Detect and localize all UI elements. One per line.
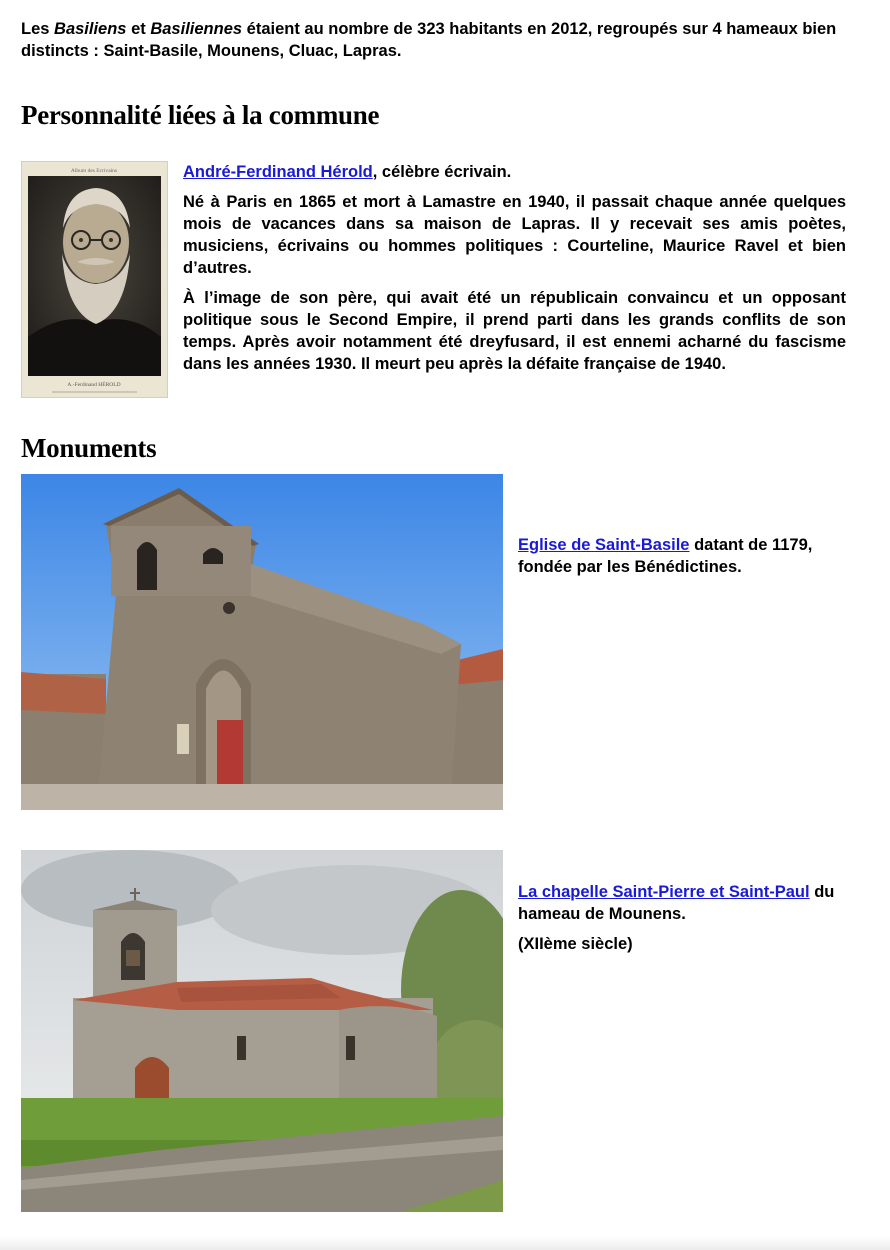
portrait-header-text: Album des Ecrivains — [70, 168, 118, 174]
personnalites-heading: Personnalité liées à la commune — [21, 100, 380, 130]
intro-italic-basiliens: Basiliens — [54, 20, 127, 38]
herold-paragraph-1: Né à Paris en 1865 et mort à Lamastre en 1940, il passait chaque année quelques mois de vacances dans sa maison de Lapras. Il y recevait ses amis poètes, musiciens, écrivains ou hommes politiques : Courteline, Maurice Ravel et bien d’autres. — [183, 193, 846, 277]
eglise-link[interactable]: Eglise de Saint-Basile — [518, 536, 690, 554]
intro-text: Les — [21, 20, 55, 38]
herold-description — [183, 161, 846, 383]
intro-text: étaient au nombre de 323 habitants en 2012, regroupés sur 4 hameaux bien distincts : Saint-Basile, Mounens, Cluac, Lapras. — [21, 20, 837, 60]
intro-paragraph — [21, 18, 851, 62]
page-bottom-fade — [0, 1236, 890, 1250]
chapelle-caption-text: du hameau de Mounens. — [518, 883, 835, 923]
eglise-saint-basile-photo — [21, 474, 503, 810]
monuments-heading: Monuments — [21, 433, 157, 463]
eglise-caption-text: datant de 1179, fondée par les Bénédictines. — [518, 536, 813, 576]
portrait-caption-text: A.-Ferdinand HÉROLD — [67, 382, 121, 388]
herold-paragraph-2: À l’image de son père, qui avait été un républicain convaincu et un opposant politique sous le Second Empire, il prend parti dans les grands conflits de son temps. Après avoir notamment été dreyfusard, il est ennemi acharné du fascisme dans les années 1930. Il meurt peu après la défaite française de 1940. — [183, 289, 846, 373]
herold-title-line — [183, 161, 846, 183]
chapelle-caption — [518, 881, 838, 955]
eglise-caption — [518, 534, 838, 578]
herold-title-suffix: , célèbre écrivain. — [372, 163, 512, 181]
chapelle-mounens-photo — [21, 850, 503, 1212]
intro-italic-basiliennes: Basiliennes — [150, 20, 243, 38]
intro-text: et — [126, 20, 151, 38]
herold-portrait-image — [21, 161, 168, 398]
chapelle-century: (XIIème siècle) — [518, 935, 633, 953]
chapelle-link[interactable]: La chapelle Saint-Pierre et Saint-Paul — [518, 883, 810, 901]
herold-link[interactable]: André-Ferdinand Hérold — [183, 163, 373, 181]
